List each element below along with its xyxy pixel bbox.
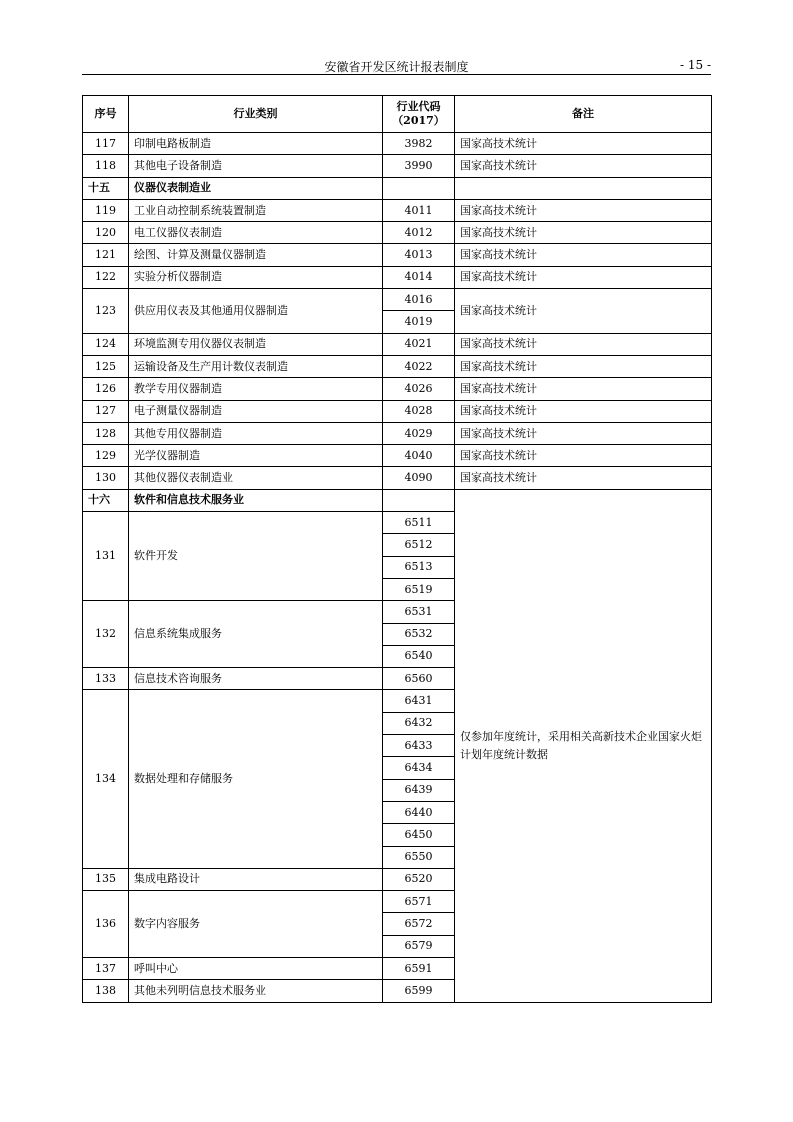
- row-seq: 124: [83, 333, 129, 355]
- page-header: [82, 58, 711, 74]
- row-seq: 135: [83, 868, 129, 890]
- row-code: 6560: [383, 668, 455, 690]
- category-row: [83, 489, 712, 511]
- row-note: 国家高技术统计: [455, 400, 712, 422]
- row-name: 印制电路板制造: [129, 133, 383, 155]
- row-code: 6540: [383, 645, 455, 667]
- table-row: [83, 355, 712, 377]
- row-code: 6434: [383, 757, 455, 779]
- row-code: 6520: [383, 868, 455, 890]
- row-code: 6432: [383, 712, 455, 734]
- row-code: 6571: [383, 891, 455, 913]
- row-code: 6519: [383, 578, 455, 600]
- row-code: 6439: [383, 779, 455, 801]
- table-row: [83, 422, 712, 444]
- row-seq: 119: [83, 199, 129, 221]
- row-code: 6512: [383, 534, 455, 556]
- row-code: 4016: [383, 289, 455, 311]
- row-note: 国家高技术统计: [455, 422, 712, 444]
- row-name: 数字内容服务: [129, 891, 383, 958]
- category-note-empty: [455, 177, 712, 199]
- row-seq: 128: [83, 422, 129, 444]
- row-name: 集成电路设计: [129, 868, 383, 890]
- row-note: 国家高技术统计: [455, 333, 712, 355]
- table-row: [83, 155, 712, 177]
- table-row: [83, 133, 712, 155]
- row-code: 4022: [383, 355, 455, 377]
- table-row: [83, 222, 712, 244]
- row-seq: 123: [83, 289, 129, 334]
- row-code: 4028: [383, 400, 455, 422]
- table-row: [83, 467, 712, 489]
- table-row: [83, 244, 712, 266]
- row-seq: 132: [83, 601, 129, 668]
- header-note: 备注: [455, 96, 712, 133]
- row-seq: 118: [83, 155, 129, 177]
- row-code: 6440: [383, 801, 455, 823]
- row-seq: 126: [83, 378, 129, 400]
- row-code: 6531: [383, 601, 455, 623]
- row-name: 供应用仪表及其他通用仪器制造: [129, 289, 383, 334]
- table-row: [83, 378, 712, 400]
- row-code: 6513: [383, 556, 455, 578]
- table-row: [83, 289, 712, 311]
- category-code-empty: [383, 177, 455, 199]
- row-code: 6591: [383, 957, 455, 979]
- row-name: 教学专用仪器制造: [129, 378, 383, 400]
- row-code: 4026: [383, 378, 455, 400]
- row-name: 软件开发: [129, 512, 383, 601]
- merged-note: 仅参加年度统计，采用相关高新技术企业国家火炬计划年度统计数据: [455, 489, 712, 1002]
- category-code-empty: [383, 489, 455, 511]
- row-seq: 130: [83, 467, 129, 489]
- category-seq: 十五: [83, 177, 129, 199]
- header-seq: 序号: [83, 96, 129, 133]
- row-name: 数据处理和存储服务: [129, 690, 383, 868]
- row-note: 国家高技术统计: [455, 133, 712, 155]
- row-note: 国家高技术统计: [455, 244, 712, 266]
- header-rule: [82, 74, 711, 75]
- row-code: 4014: [383, 266, 455, 288]
- header-code-line1: 行业代码: [396, 100, 441, 113]
- row-name: 其他专用仪器制造: [129, 422, 383, 444]
- row-seq: 129: [83, 445, 129, 467]
- row-code: 4040: [383, 445, 455, 467]
- row-code: 4029: [383, 422, 455, 444]
- row-code: 4090: [383, 467, 455, 489]
- row-note: 国家高技术统计: [455, 222, 712, 244]
- row-seq: 117: [83, 133, 129, 155]
- table-header-row: [83, 96, 712, 133]
- row-note: 国家高技术统计: [455, 266, 712, 288]
- row-seq: 121: [83, 244, 129, 266]
- row-name: 其他电子设备制造: [129, 155, 383, 177]
- row-name: 光学仪器制造: [129, 445, 383, 467]
- row-name: 工业自动控制系统装置制造: [129, 199, 383, 221]
- row-code: 6599: [383, 980, 455, 1002]
- row-name: 信息系统集成服务: [129, 601, 383, 668]
- row-code: 4011: [383, 199, 455, 221]
- table-row: [83, 266, 712, 288]
- row-note: 国家高技术统计: [455, 445, 712, 467]
- row-code: 6450: [383, 824, 455, 846]
- document-title: 安徽省开发区统计报表制度: [324, 60, 469, 74]
- page-number: - 15 -: [679, 58, 711, 72]
- header-code-line2: （2017）: [392, 114, 445, 127]
- row-note: 国家高技术统计: [455, 199, 712, 221]
- row-name: 电子测量仪器制造: [129, 400, 383, 422]
- row-code: 3990: [383, 155, 455, 177]
- row-code: 6433: [383, 735, 455, 757]
- row-code: 4019: [383, 311, 455, 333]
- row-code: 6550: [383, 846, 455, 868]
- row-note: 国家高技术统计: [455, 467, 712, 489]
- row-code: 4021: [383, 333, 455, 355]
- row-name: 电工仪器仪表制造: [129, 222, 383, 244]
- category-name: 软件和信息技术服务业: [129, 489, 383, 511]
- row-name: 其他仪器仪表制造业: [129, 467, 383, 489]
- row-name: 其他未列明信息技术服务业: [129, 980, 383, 1002]
- header-code: [383, 96, 455, 133]
- row-name: 绘图、计算及测量仪器制造: [129, 244, 383, 266]
- row-seq: 134: [83, 690, 129, 868]
- table-row: [83, 333, 712, 355]
- row-name: 信息技术咨询服务: [129, 668, 383, 690]
- row-seq: 138: [83, 980, 129, 1002]
- row-seq: 122: [83, 266, 129, 288]
- row-seq: 127: [83, 400, 129, 422]
- row-seq: 120: [83, 222, 129, 244]
- row-code: 6511: [383, 512, 455, 534]
- row-name: 实验分析仪器制造: [129, 266, 383, 288]
- row-name: 环境监测专用仪器仪表制造: [129, 333, 383, 355]
- category-name: 仪器仪表制造业: [129, 177, 383, 199]
- row-seq: 137: [83, 957, 129, 979]
- table-row: [83, 445, 712, 467]
- row-code: 6532: [383, 623, 455, 645]
- row-seq: 131: [83, 512, 129, 601]
- category-row: [83, 177, 712, 199]
- row-name: 呼叫中心: [129, 957, 383, 979]
- row-code: 4012: [383, 222, 455, 244]
- row-note: 国家高技术统计: [455, 355, 712, 377]
- row-code: 6431: [383, 690, 455, 712]
- category-seq: 十六: [83, 489, 129, 511]
- row-seq: 133: [83, 668, 129, 690]
- table-row: [83, 400, 712, 422]
- row-code: 6572: [383, 913, 455, 935]
- row-seq: 125: [83, 355, 129, 377]
- industry-table: [82, 95, 712, 1003]
- row-code: 3982: [383, 133, 455, 155]
- row-code: 4013: [383, 244, 455, 266]
- row-seq: 136: [83, 891, 129, 958]
- table-row: [83, 199, 712, 221]
- row-name: 运输设备及生产用计数仪表制造: [129, 355, 383, 377]
- row-code: 6579: [383, 935, 455, 957]
- row-note: 国家高技术统计: [455, 378, 712, 400]
- header-category: 行业类别: [129, 96, 383, 133]
- row-note: 国家高技术统计: [455, 289, 712, 334]
- row-note: 国家高技术统计: [455, 155, 712, 177]
